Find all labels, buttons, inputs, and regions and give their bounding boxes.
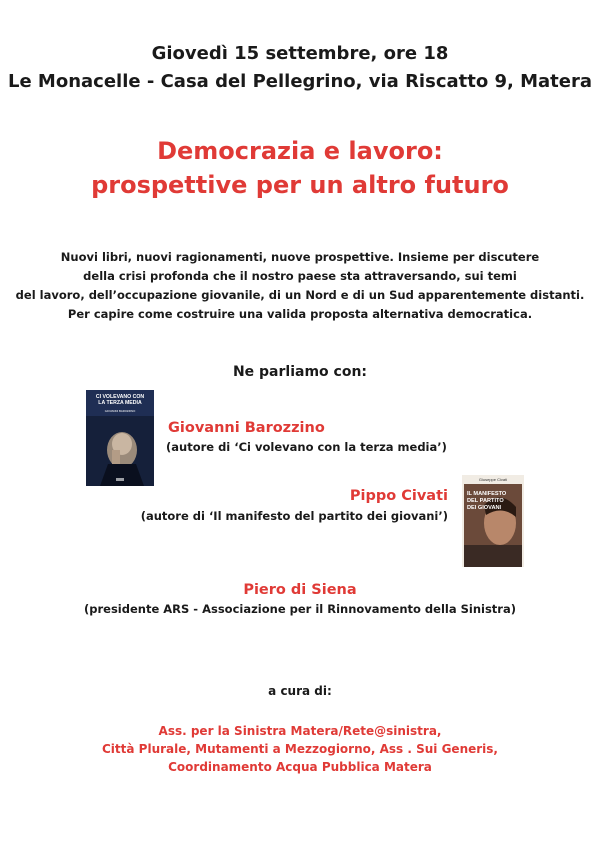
speaker-name: Piero di Siena (243, 582, 357, 598)
event-venue: Le Monacelle - Casa del Pellegrino, via Riscatto 9, Matera (7, 71, 593, 92)
book-cover-barozzino-art (86, 390, 154, 486)
title-line-1: Democrazia e lavoro: (157, 137, 443, 165)
svg-text:IL MANIFESTO: IL MANIFESTO (467, 491, 507, 497)
svg-text:DEI GIOVANI: DEI GIOVANI (467, 505, 502, 511)
organizer-line: Coordinamento Acqua Pubblica Matera (168, 760, 432, 774)
speaker-name: Pippo Civati (349, 488, 448, 504)
intro-paragraph (0, 248, 600, 324)
speaker-note: (presidente ARS - Associazione per il Rinnovamento della Sinistra) (84, 602, 516, 616)
title-line-2: prospettive per un altro futuro (91, 171, 509, 199)
svg-text:DEL PARTITO: DEL PARTITO (467, 498, 504, 504)
organizers-list (0, 722, 600, 776)
event-date: Giovedì 15 settembre, ore 18 (151, 43, 449, 64)
speakers-heading: Ne parliamo con: (232, 364, 368, 380)
svg-text:LA TERZA MEDIA: LA TERZA MEDIA (98, 400, 142, 406)
svg-text:Giuseppe Civati: Giuseppe Civati (478, 477, 508, 482)
organizer-line: Città Plurale, Mutamenti a Mezzogiorno, Ass . Sui Generis, (102, 742, 498, 756)
speaker-note: (autore di ‘Il manifesto del partito dei giovani’) (140, 509, 448, 523)
intro-line: della crisi profonda che il nostro paese sta attraversando, sui temi (83, 269, 517, 283)
svg-text:GIOVANNI BAROZZINO: GIOVANNI BAROZZINO (104, 409, 136, 413)
intro-line: del lavoro, dell’occupazione giovanile, di un Nord e di un Sud apparentemente distanti. (15, 288, 585, 302)
book-cover-civati-art (462, 475, 524, 567)
intro-line: Per capire come costruire una valida proposta alternativa democratica. (67, 307, 533, 321)
book-cover-civati (462, 475, 524, 567)
intro-line: Nuovi libri, nuovi ragionamenti, nuove prospettive. Insieme per discutere (60, 250, 540, 264)
speaker-note: (autore di ‘Ci volevano con la terza media’) (166, 440, 447, 454)
organizer-line: Ass. per la Sinistra Matera/Rete@sinistra, (158, 724, 442, 738)
svg-text:CI VOLEVANO CON: CI VOLEVANO CON (95, 394, 145, 400)
curated-heading: a cura di: (268, 684, 332, 698)
book-cover-barozzino (86, 390, 154, 486)
speaker-name: Giovanni Barozzino (168, 420, 325, 436)
event-title (0, 134, 600, 202)
